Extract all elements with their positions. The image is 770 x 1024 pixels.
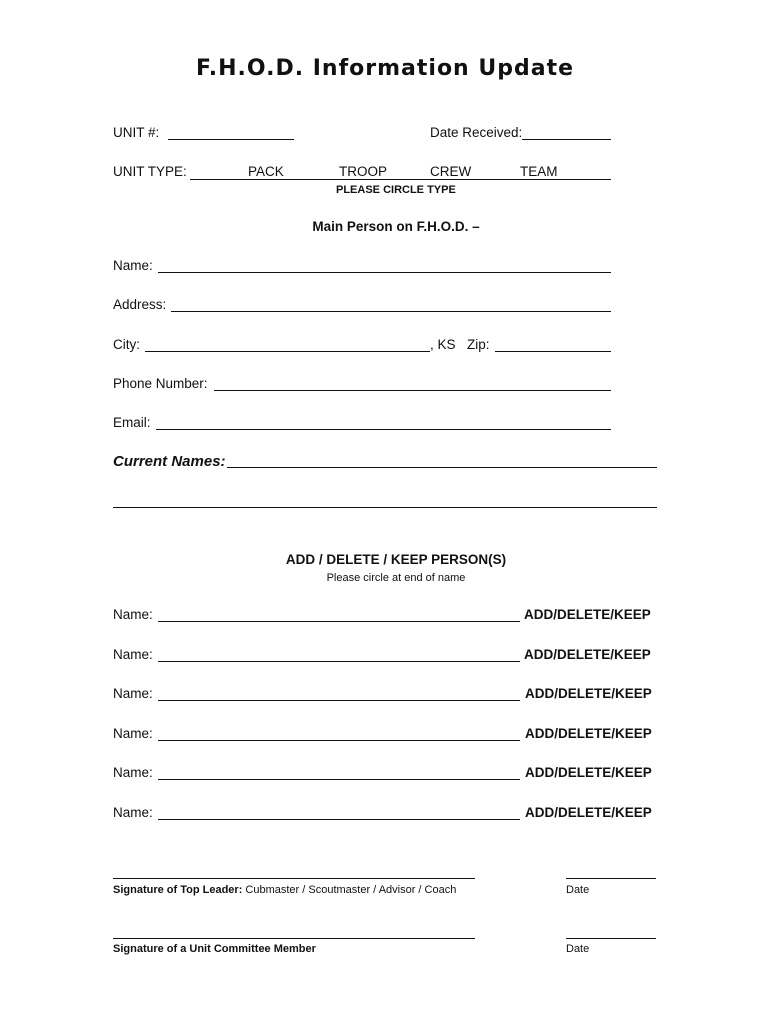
add-delete-heading: ADD / DELETE / KEEP PERSON(S) <box>285 552 507 567</box>
unit-type-troop[interactable]: TROOP <box>339 164 388 179</box>
committee-date-line[interactable] <box>566 938 656 939</box>
name-label: Name: <box>113 258 153 273</box>
top-leader-roles: Cubmaster / Scoutmaster / Advisor / Coach <box>242 884 457 896</box>
zip-field[interactable] <box>495 351 611 352</box>
date-received-field[interactable] <box>522 139 611 140</box>
person-name-label: Name: <box>113 765 153 780</box>
page-title: F.H.O.D. Information Update <box>195 56 575 81</box>
person-name-label: Name: <box>113 726 153 741</box>
unit-number-field[interactable] <box>168 139 294 140</box>
unit-type-pack[interactable]: PACK <box>248 164 284 179</box>
circle-type-note: PLEASE CIRCLE TYPE <box>336 184 456 196</box>
city-field[interactable] <box>145 351 430 352</box>
add-delete-keep-option[interactable]: ADD/DELETE/KEEP <box>525 765 652 780</box>
add-delete-keep-option[interactable]: ADD/DELETE/KEEP <box>525 726 652 741</box>
person-name-field[interactable] <box>158 621 520 622</box>
add-delete-keep-option[interactable]: ADD/DELETE/KEEP <box>524 647 651 662</box>
unit-type-label: UNIT TYPE: <box>113 164 187 179</box>
person-name-field[interactable] <box>158 700 520 701</box>
address-field[interactable] <box>171 311 611 312</box>
person-name-label: Name: <box>113 686 153 701</box>
person-name-field[interactable] <box>158 819 520 820</box>
state-text: , KS <box>430 337 456 352</box>
top-leader-date-label: Date <box>566 884 590 896</box>
unit-type-underline <box>190 179 611 180</box>
add-delete-keep-option[interactable]: ADD/DELETE/KEEP <box>525 686 652 701</box>
unit-number-label: UNIT #: <box>113 125 160 140</box>
phone-label: Phone Number: <box>113 376 208 391</box>
committee-date-label: Date <box>566 943 590 955</box>
phone-field[interactable] <box>214 390 611 391</box>
unit-type-crew[interactable]: CREW <box>430 164 472 179</box>
email-field[interactable] <box>156 429 611 430</box>
committee-signature-line[interactable] <box>113 938 475 939</box>
person-name-label: Name: <box>113 805 153 820</box>
top-leader-signature-label: Signature of Top Leader: <box>113 884 243 896</box>
add-delete-keep-option[interactable]: ADD/DELETE/KEEP <box>524 607 651 622</box>
main-name-field[interactable] <box>158 272 611 273</box>
current-names-field[interactable] <box>227 467 657 468</box>
current-names-label: Current Names: <box>113 453 226 470</box>
add-delete-subheading: Please circle at end of name <box>326 572 466 584</box>
current-names-field-2[interactable] <box>113 507 657 508</box>
add-delete-keep-option[interactable]: ADD/DELETE/KEEP <box>525 805 652 820</box>
committee-signature-label: Signature of a Unit Committee Member <box>113 943 316 955</box>
top-leader-signature-caption <box>113 884 456 896</box>
person-name-label: Name: <box>113 647 153 662</box>
person-name-field[interactable] <box>158 661 520 662</box>
person-name-field[interactable] <box>158 740 520 741</box>
email-label: Email: <box>113 415 151 430</box>
top-leader-date-line[interactable] <box>566 878 656 879</box>
unit-type-team[interactable]: TEAM <box>520 164 558 179</box>
main-person-heading: Main Person on F.H.O.D. – <box>312 219 480 234</box>
top-leader-signature-line[interactable] <box>113 878 475 879</box>
zip-label: Zip: <box>467 337 490 352</box>
date-received-label: Date Received: <box>430 125 523 140</box>
person-name-label: Name: <box>113 607 153 622</box>
address-label: Address: <box>113 297 167 312</box>
person-name-field[interactable] <box>158 779 520 780</box>
city-label: City: <box>113 337 140 352</box>
